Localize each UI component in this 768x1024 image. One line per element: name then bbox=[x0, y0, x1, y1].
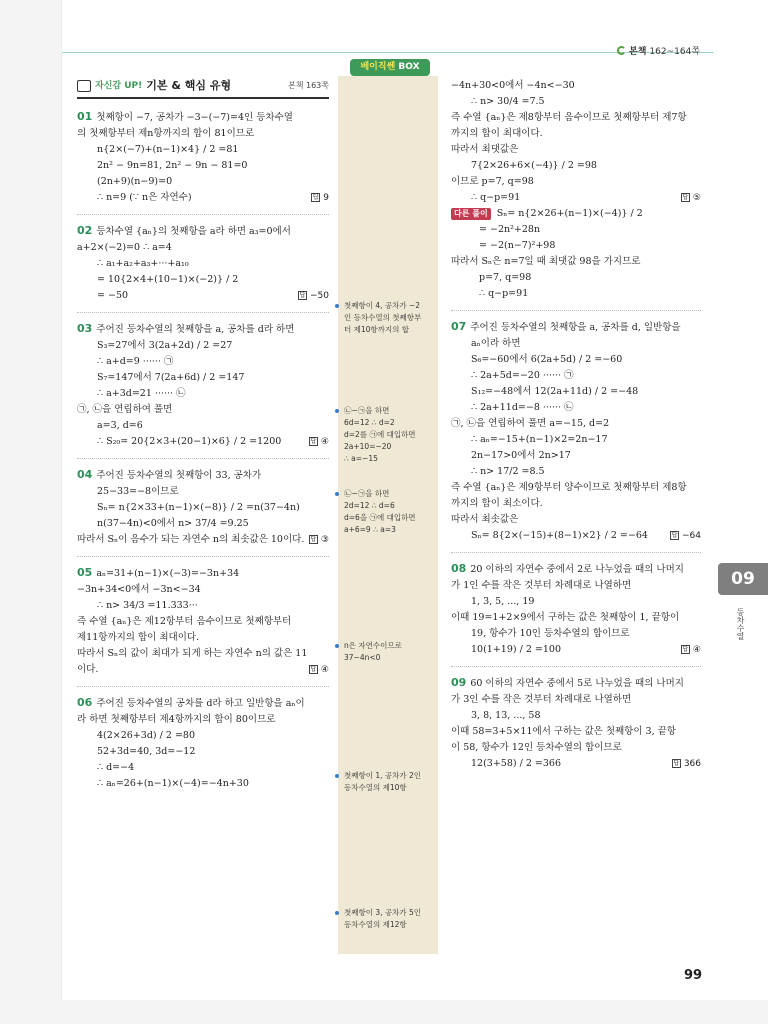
hint-connector-dot bbox=[335, 409, 339, 413]
solution-line: ㉠, ㉡을 연립하여 풀면 bbox=[77, 404, 173, 415]
answer-mark bbox=[309, 662, 329, 678]
problem-divider bbox=[77, 312, 329, 313]
solution-line: = −2(n−7)²+98 bbox=[479, 240, 556, 251]
solution-line: 이때 19=1+2×9에서 구하는 값은 첫째항이 1, 끝항이 bbox=[451, 612, 680, 623]
answer-mark bbox=[298, 288, 329, 304]
solution-line: S₇=147에서 7(2a+6d) / 2 =147 bbox=[97, 372, 245, 383]
box-title-b: BOX bbox=[398, 62, 420, 72]
solution-line: 이므로 p=7, q=98 bbox=[451, 176, 534, 187]
page-number: 99 bbox=[684, 968, 703, 983]
section-header bbox=[77, 78, 329, 99]
reference-pages: 162~164쪽 bbox=[649, 47, 700, 57]
hint-connector-dot bbox=[335, 644, 339, 648]
hint-note bbox=[344, 770, 436, 794]
solution-line: 25−33=−8이므로 bbox=[97, 486, 179, 497]
problem-number: 01 bbox=[77, 110, 93, 123]
solution-line: a+2×(−2)=0 ∴ a=4 bbox=[77, 242, 172, 253]
solution-line: ㉠, ㉡을 연립하여 풀면 a=−15, d=2 bbox=[451, 418, 610, 429]
solution-line: Sₙ= 8{2×(−15)+(8−1)×2} / 2 =−64 답 −64 bbox=[451, 528, 701, 544]
solution-line: 즉 수열 {aₙ}은 제9항부터 양수이므로 첫째항부터 제8항 bbox=[451, 482, 687, 493]
hint-line: 인 등차수열의 첫째항부 bbox=[344, 313, 422, 322]
solution-line: 이때 58=3+5×11에서 구하는 값은 첫째항이 3, 끝항 bbox=[451, 726, 676, 737]
answer-value: ④ bbox=[692, 645, 701, 655]
solution-line: ∴ n=9 (∵ n은 자연수) 답 9 bbox=[77, 190, 329, 206]
hint-note bbox=[344, 907, 436, 931]
chapter-name: 등차수열 bbox=[736, 608, 745, 640]
problem-divider bbox=[77, 458, 329, 459]
solution-text: 60 이하의 자연수 중에서 5로 나누었을 때의 나머지 bbox=[470, 678, 684, 689]
hint-line: d=2를 ㉠에 대입하면 bbox=[344, 430, 416, 439]
solution-line: 즉 수열 {aₙ}은 제8항부터 음수이므로 첫째항부터 제7항 bbox=[451, 112, 687, 123]
problem-divider bbox=[451, 552, 701, 553]
solution-text: 주어진 등차수열의 첫째항을 a, 공차를 d, 일반항을 bbox=[470, 322, 681, 333]
solution-line: 7{2×26+6×(−4)} / 2 =98 bbox=[471, 160, 597, 171]
answer-box-icon: 답 bbox=[310, 536, 317, 543]
solution-line: 2n² − 9n=81, 2n² − 9n − 81=0 bbox=[97, 160, 248, 171]
solution-line: ∴ 2a+11d=−8 ······ ㉡ bbox=[471, 402, 574, 413]
solution-text: 주어진 등차수열의 첫째항을 a, 공차를 d라 하면 bbox=[96, 324, 295, 335]
solution-line: 따라서 Sₙ의 값이 최대가 되게 하는 자연수 n의 값은 11 bbox=[77, 648, 308, 659]
solution-line: n(37−4n)<0에서 n> 37/4 =9.25 bbox=[97, 518, 249, 529]
problem-divider bbox=[77, 686, 329, 687]
problem-number: 03 bbox=[77, 322, 93, 335]
solution-line: ∴ n> 34/3 =11.333··· bbox=[97, 600, 198, 611]
hint-line: 37−4n<0 bbox=[344, 653, 381, 662]
hint-line: 등차수열의 제10항 bbox=[344, 783, 407, 792]
problem-08 bbox=[451, 561, 701, 658]
hint-line: 6d=12 ∴ d=2 bbox=[344, 418, 395, 427]
solution-line: 라 하면 첫째항부터 제4항까지의 합이 80이므로 bbox=[77, 714, 276, 725]
solution-line bbox=[451, 319, 701, 336]
answer-value: ④ bbox=[320, 437, 329, 447]
solution-line: 12(3+58) / 2 =366 답 366 bbox=[451, 756, 701, 772]
section-badge: 자신감 UP! bbox=[95, 81, 143, 91]
problem-05 bbox=[77, 565, 329, 678]
hint-connector-dot bbox=[335, 492, 339, 496]
solution-line: S₆=−60에서 6(2a+5d) / 2 =−60 bbox=[471, 354, 623, 365]
solution-line: S₁₂=−48에서 12(2a+11d) / 2 =−48 bbox=[471, 386, 639, 397]
solution-text: 주어진 등차수열의 공차를 d라 하고 일반항을 aₙ이 bbox=[96, 698, 305, 709]
hint-line: ㉡−㉠을 하면 bbox=[344, 489, 390, 498]
basic-box-tab bbox=[350, 59, 430, 76]
answer-box-icon: 답 bbox=[671, 532, 678, 539]
solution-line: 따라서 최솟값은 bbox=[451, 514, 519, 525]
hint-note bbox=[344, 300, 436, 336]
solution-line bbox=[77, 467, 329, 484]
solution-line bbox=[77, 223, 329, 240]
alternative-solution-tag: 다른 풀이 bbox=[451, 208, 491, 220]
solution-text: Sₙ= n{2×26+(n−1)×(−4)} / 2 bbox=[496, 208, 643, 219]
answer-mark bbox=[672, 756, 701, 772]
solution-line: 4(2×26+3d) / 2 =80 bbox=[97, 730, 195, 741]
solution-line: 가 3인 수를 작은 것부터 차례대로 나열하면 bbox=[451, 694, 632, 705]
answer-value: ⑤ bbox=[692, 193, 701, 203]
solution-line: ∴ a₁+a₂+a₃+···+a₁₀ bbox=[97, 258, 189, 269]
solution-line: ∴ a+d=9 ······ ㉠ bbox=[97, 356, 174, 367]
solution-line: 따라서 Sₙ이 음수가 되는 자연수 n의 최솟값은 10이다. 답 ③ bbox=[77, 532, 329, 548]
solution-line: (2n+9)(n−9)=0 bbox=[97, 176, 173, 187]
solution-text: 첫째항이 −7, 공차가 −3−(−7)=4인 등차수열 bbox=[96, 112, 293, 123]
megaphone-icon bbox=[77, 80, 91, 92]
answer-value: 9 bbox=[323, 193, 329, 203]
hint-note bbox=[344, 640, 436, 664]
problem-03 bbox=[77, 321, 329, 450]
solution-text: 20 이하의 자연수 중에서 2로 나누었을 때의 나머지 bbox=[470, 564, 684, 575]
bottom-margin bbox=[0, 1000, 768, 1024]
book-reference bbox=[617, 44, 700, 57]
solution-line bbox=[77, 695, 329, 712]
solution-line: 이 58, 항수가 12인 등차수열의 합이므로 bbox=[451, 742, 622, 753]
solution-line: 3, 8, 13, ..., 58 bbox=[471, 710, 541, 721]
solution-line: ∴ aₙ=26+(n−1)×(−4)=−4n+30 bbox=[97, 778, 249, 789]
hint-connector-dot bbox=[335, 911, 339, 915]
answer-box-icon: 답 bbox=[682, 194, 689, 201]
solution-line: 따라서 최댓값은 bbox=[451, 144, 519, 155]
solution-line: = −2n²+28n bbox=[479, 224, 541, 235]
problem-number: 06 bbox=[77, 696, 93, 709]
problem-number: 07 bbox=[451, 320, 467, 333]
answer-box-icon: 답 bbox=[312, 194, 319, 201]
solution-line: Sₙ= n{2×33+(n−1)×(−8)} / 2 =n(37−4n) bbox=[97, 502, 300, 513]
hint-line: 첫째항이 3, 공차가 5인 bbox=[344, 908, 422, 917]
solution-line: ∴ q−p=91 bbox=[479, 288, 529, 299]
hint-connector-dot bbox=[335, 304, 339, 308]
reference-icon bbox=[617, 46, 626, 55]
solution-line: 52+3d=40, 3d=−12 bbox=[97, 746, 196, 757]
problem-06 bbox=[77, 695, 329, 792]
left-margin bbox=[0, 0, 62, 1024]
answer-box-icon: 답 bbox=[299, 292, 306, 299]
hint-line: ∴ a=−15 bbox=[344, 454, 378, 463]
solution-line: 까지의 합이 최소이다. bbox=[451, 498, 543, 509]
hint-line: n은 자연수이므로 bbox=[344, 641, 402, 650]
problem-04 bbox=[77, 467, 329, 548]
solution-line: 제11항까지의 합이 최대이다. bbox=[77, 632, 200, 643]
answer-mark bbox=[309, 532, 329, 548]
hint-line: ㉡−㉠을 하면 bbox=[344, 406, 390, 415]
answer-value: −64 bbox=[682, 531, 701, 541]
problem-number: 02 bbox=[77, 224, 93, 237]
solution-line: = −50 답 −50 bbox=[77, 288, 329, 304]
solution-line: 10(1+19) / 2 =100 답 ④ bbox=[451, 642, 701, 658]
reference-label: 본책 bbox=[629, 47, 647, 57]
solution-line: 19, 항수가 10인 등차수열의 합이므로 bbox=[471, 628, 630, 639]
solution-line: ∴ q−p=91 답 ⑤ bbox=[451, 190, 701, 206]
solution-line bbox=[77, 565, 329, 582]
solution-text: aₙ=31+(n−1)×(−3)=−3n+34 bbox=[96, 568, 240, 579]
solution-line: 까지의 합이 최대이다. bbox=[451, 128, 543, 139]
problem-09 bbox=[451, 675, 701, 772]
hint-line: 첫째항이 4, 공차가 −2 bbox=[344, 301, 421, 310]
solution-line: −4n+30<0에서 −4n<−30 bbox=[451, 80, 575, 91]
hint-line: a+6=9 ∴ a=3 bbox=[344, 525, 396, 534]
solution-line: −3n+34<0에서 −3n<−34 bbox=[77, 584, 201, 595]
answer-value: −50 bbox=[310, 291, 329, 301]
solution-line: S₃=27에서 3(2a+2d) / 2 =27 bbox=[97, 340, 233, 351]
answer-box-icon: 답 bbox=[673, 760, 680, 767]
hint-note bbox=[344, 488, 436, 536]
right-solutions-column bbox=[451, 78, 701, 776]
solution-line: = 10{2×4+(10−1)×(−2)} / 2 bbox=[97, 274, 239, 285]
left-solutions-column bbox=[77, 78, 329, 796]
chapter-tab[interactable]: 09 bbox=[718, 563, 768, 595]
solution-line: 이다. 답 ④ bbox=[77, 662, 329, 678]
problem-06-continued bbox=[451, 78, 701, 311]
section-title-group bbox=[77, 78, 231, 94]
problem-number: 08 bbox=[451, 562, 467, 575]
answer-box-icon: 답 bbox=[310, 666, 317, 673]
hint-line: 2d=12 ∴ d=6 bbox=[344, 501, 395, 510]
solution-line: p=7, q=98 bbox=[479, 272, 532, 283]
problem-number: 05 bbox=[77, 566, 93, 579]
solution-line: 즉 수열 {aₙ}은 제12항부터 음수이므로 첫째항부터 bbox=[77, 616, 292, 627]
box-title-a: 베이직쎈 bbox=[360, 62, 396, 72]
hint-line: 2a+10=−20 bbox=[344, 442, 392, 451]
problem-number: 04 bbox=[77, 468, 93, 481]
problem-02 bbox=[77, 223, 329, 304]
solution-line: 1, 3, 5, ..., 19 bbox=[471, 596, 535, 607]
solution-line: ∴ 2a+5d=−20 ······ ㉠ bbox=[471, 370, 574, 381]
solution-text: 등차수열 {aₙ}의 첫째항을 a라 하면 a₃=0에서 bbox=[96, 226, 291, 237]
answer-box-icon: 답 bbox=[682, 646, 689, 653]
solution-line: ∴ aₙ=−15+(n−1)×2=2n−17 bbox=[471, 434, 608, 445]
answer-value: ③ bbox=[320, 535, 329, 545]
solution-line: 의 첫째항부터 제n항까지의 합이 81이므로 bbox=[77, 128, 255, 139]
hint-line: 터 제10항까지의 합 bbox=[344, 325, 410, 334]
solution-line bbox=[77, 321, 329, 338]
answer-mark bbox=[681, 642, 701, 658]
solution-line bbox=[451, 561, 701, 578]
solution-line: ∴ n> 17/2 =8.5 bbox=[471, 466, 545, 477]
section-page-ref: 본책 163쪽 bbox=[288, 81, 329, 90]
answer-mark bbox=[309, 434, 329, 450]
problem-number: 09 bbox=[451, 676, 467, 689]
solution-line: a=3, d=6 bbox=[97, 420, 143, 431]
solution-line: aₙ이라 하면 bbox=[471, 338, 521, 349]
hint-connector-dot bbox=[335, 774, 339, 778]
answer-mark bbox=[681, 190, 701, 206]
solution-line: n{2×(−7)+(n−1)×4} / 2 =81 bbox=[97, 144, 239, 155]
solution-text: 주어진 등차수열의 첫째항이 33, 공차가 bbox=[96, 470, 262, 481]
hint-note bbox=[344, 405, 436, 465]
answer-mark bbox=[311, 190, 329, 206]
solution-line: ∴ n> 30/4 =7.5 bbox=[471, 96, 545, 107]
hint-line: 첫째항이 1, 공차가 2인 bbox=[344, 771, 422, 780]
solution-line: ∴ S₂₀= 20{2×3+(20−1)×6} / 2 =1200 답 ④ bbox=[77, 434, 329, 450]
solution-line: 따라서 Sₙ은 n=7일 때 최댓값 98을 가지므로 bbox=[451, 256, 641, 267]
answer-box-icon: 답 bbox=[310, 438, 317, 445]
hint-line: 등차수열의 제12항 bbox=[344, 920, 407, 929]
answer-value: ④ bbox=[320, 665, 329, 675]
alternative-solution-line bbox=[451, 206, 701, 222]
solution-line: 2n−17>0에서 2n>17 bbox=[471, 450, 571, 461]
solution-line: ∴ a+3d=21 ······ ㉡ bbox=[97, 388, 186, 399]
left-problems-list bbox=[77, 109, 329, 792]
section-title: 기본 & 핵심 유형 bbox=[146, 79, 232, 92]
solution-line bbox=[77, 109, 329, 126]
problem-07 bbox=[451, 319, 701, 544]
answer-mark bbox=[670, 528, 701, 544]
answer-value: 366 bbox=[683, 759, 701, 769]
right-problems-list bbox=[451, 319, 701, 772]
solution-line: ∴ d=−4 bbox=[97, 762, 135, 773]
problem-01 bbox=[77, 109, 329, 206]
problem-divider bbox=[451, 666, 701, 667]
problem-divider bbox=[77, 214, 329, 215]
solution-line: 가 1인 수를 작은 것부터 차례대로 나열하면 bbox=[451, 580, 632, 591]
solution-line bbox=[451, 675, 701, 692]
hint-line: d=6을 ㉠에 대입하면 bbox=[344, 513, 416, 522]
problem-divider bbox=[77, 556, 329, 557]
problem-divider bbox=[451, 310, 701, 311]
